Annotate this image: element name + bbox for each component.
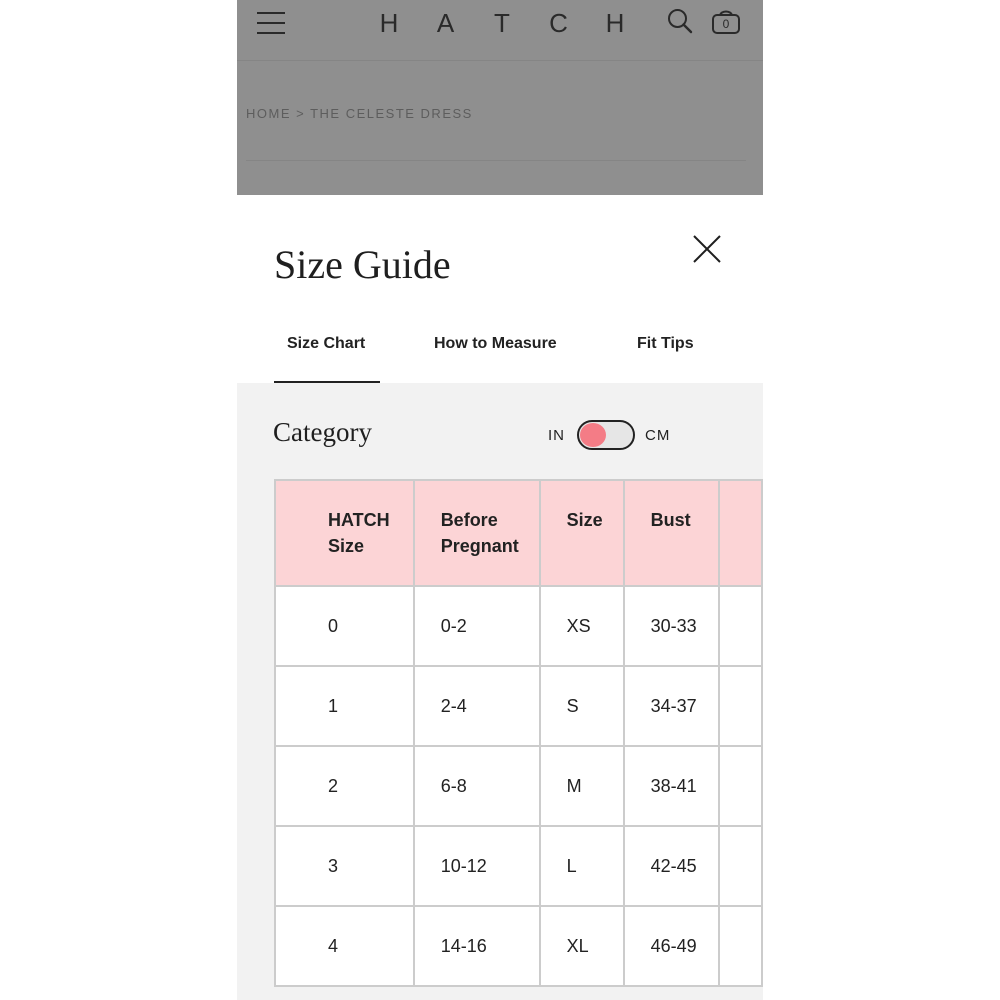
page-background — [237, 0, 763, 195]
header-line: HATCH — [328, 510, 390, 530]
table-cell: 14-16 — [414, 906, 540, 986]
logo-letter: C — [549, 7, 568, 38]
header-line: Size — [328, 536, 365, 556]
table-cell — [719, 666, 762, 746]
table-cell: 4 — [275, 906, 414, 986]
logo-letter: H — [605, 7, 625, 38]
toggle-knob — [580, 423, 606, 447]
tab-size-chart[interactable]: Size Chart — [287, 335, 366, 352]
table-cell: 0-2 — [414, 586, 540, 666]
table-row — [275, 746, 762, 826]
table-cell — [719, 746, 762, 826]
category-label: Category — [273, 417, 372, 447]
breadcrumb-divider — [246, 160, 746, 161]
header-line: Size — [566, 510, 603, 530]
table-cell: 2-4 — [414, 666, 540, 746]
table-cell: 2 — [275, 746, 414, 826]
table-cell: 10-12 — [414, 826, 540, 906]
cart-icon[interactable] — [711, 7, 741, 35]
unit-cm-label[interactable]: CM — [645, 427, 671, 444]
tab-fit-tips[interactable]: Fit Tips — [637, 335, 694, 352]
table-cell: L — [540, 826, 624, 906]
table-row — [275, 826, 762, 906]
table-cell: XL — [540, 906, 624, 986]
table-cell: 38-41 — [624, 746, 719, 826]
table-cell: M — [540, 746, 624, 826]
table-cell: 0 — [275, 586, 414, 666]
header-hatch-size — [275, 480, 414, 586]
table-cell: 46-49 — [624, 906, 719, 986]
header-cut-off — [719, 480, 762, 586]
breadcrumb[interactable]: HOME > THE CELESTE DRESS — [246, 106, 473, 121]
table-cell: 34-37 — [624, 666, 719, 746]
logo-letter: T — [494, 7, 510, 38]
header-line: Before — [440, 510, 498, 530]
table-cell: 1 — [275, 666, 414, 746]
cart-count: 0 — [722, 17, 730, 31]
logo-letter: A — [436, 7, 455, 38]
size-guide-modal — [237, 195, 763, 1000]
table-cell: 30-33 — [624, 586, 719, 666]
modal-title: Size Guide — [274, 242, 451, 287]
table-cell: S — [540, 666, 624, 746]
table-cell — [719, 586, 762, 666]
search-icon[interactable] — [667, 8, 693, 34]
unit-toggle[interactable] — [577, 420, 635, 450]
menu-icon[interactable] — [257, 12, 287, 34]
table-cell — [719, 826, 762, 906]
table-cell: 3 — [275, 826, 414, 906]
header-divider — [237, 60, 763, 61]
table-row — [275, 666, 762, 746]
tab-bar — [237, 335, 763, 383]
unit-in-label[interactable]: IN — [548, 427, 565, 444]
table-cell: XS — [540, 586, 624, 666]
table-row — [275, 906, 762, 986]
phone-screen — [237, 0, 763, 1000]
table-cell — [719, 906, 762, 986]
header-bust — [624, 480, 719, 586]
header-line: Bust — [650, 510, 691, 530]
close-icon[interactable] — [691, 233, 723, 265]
brand-logo[interactable] — [372, 6, 632, 40]
table-header-row — [275, 480, 762, 586]
size-table — [274, 479, 763, 987]
header-line: Pregnant — [440, 536, 519, 556]
size-chart-panel — [237, 383, 763, 1000]
header-before-pregnant — [414, 480, 540, 586]
logo-letter: H — [379, 7, 399, 38]
table-cell: 6-8 — [414, 746, 540, 826]
table-row — [275, 586, 762, 666]
table-cell: 42-45 — [624, 826, 719, 906]
tab-how-to-measure[interactable]: How to Measure — [434, 335, 557, 352]
header-size — [540, 480, 624, 586]
